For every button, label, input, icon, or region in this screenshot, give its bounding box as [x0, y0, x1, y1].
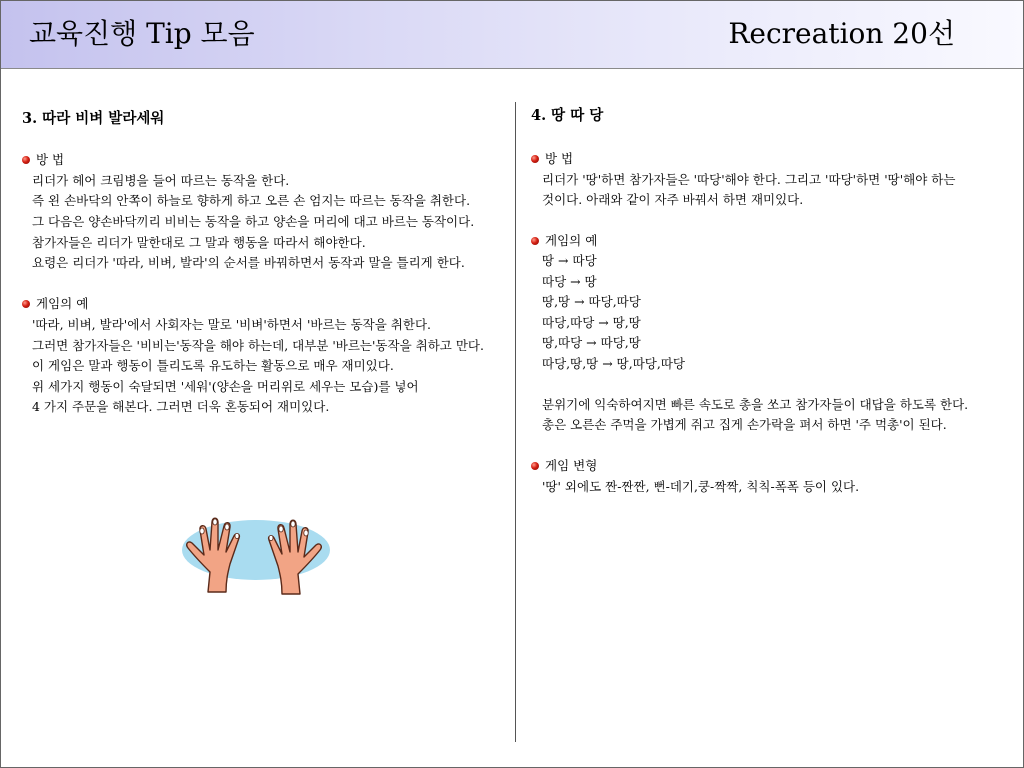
- left-method-line: 요령은 리더가 '따라, 비벼, 발라'의 순서를 바꿔하면서 동작과 말을 틀리게 한다.: [32, 255, 465, 270]
- right-example-heading-label: 게임의 예: [545, 233, 598, 248]
- right-variant-heading: [531, 458, 597, 474]
- left-example-heading: [22, 296, 88, 312]
- column-divider: [515, 102, 516, 742]
- red-bullet-icon: [22, 156, 30, 164]
- right-example-heading: [531, 233, 597, 249]
- red-bullet-icon: [531, 237, 539, 245]
- right-method-heading-label: 방 법: [545, 151, 574, 166]
- right-method-heading: [531, 151, 573, 167]
- right-tip-line: 분위기에 익숙하여지면 빠른 속도로 총을 쏘고 참가자들이 대답을 하도록 한다.: [542, 397, 969, 412]
- left-method-line: 즉 왼 손바닥의 안쪽이 하늘로 향하게 하고 오른 손 엄지는 따르는 동작을 취한다.: [32, 193, 471, 208]
- right-variant-heading-label: 게임 변형: [545, 458, 598, 473]
- left-example-line: 이 게임은 말과 행동이 틀리도록 유도하는 활동으로 매우 재미있다.: [32, 358, 394, 373]
- left-method-heading: [22, 152, 64, 168]
- red-bullet-icon: [531, 462, 539, 470]
- right-method-line: 리더가 '땅'하면 참가자들은 '따당'해야 한다. 그리고 '따당'하면 '땅'해야 하는: [542, 172, 956, 187]
- right-method-line: 것이다. 아래와 같이 자주 바꿔서 하면 재미있다.: [542, 192, 804, 207]
- left-method-heading-label: 방 법: [36, 152, 65, 167]
- slide-subtitle: Recreation 20선: [728, 17, 955, 50]
- left-example-line: '따라, 비벼, 발라'에서 사회자는 말로 '비벼'하면서 '바르는 동작을 취한다.: [32, 317, 431, 332]
- left-method-line: 리더가 헤어 크림병을 들어 따르는 동작을 한다.: [32, 173, 290, 188]
- right-variant-line: '땅' 외에도 짠-짠짠, 뻔-데기,쿵-짝짝, 칙칙-폭폭 등이 있다.: [542, 479, 860, 494]
- left-method-line: 참가자들은 리더가 말한대로 그 말과 행동을 따라서 해야한다.: [32, 235, 366, 250]
- red-bullet-icon: [531, 155, 539, 163]
- slide-header: [1, 1, 1023, 69]
- left-example-line: 위 세가지 행동이 숙달되면 '세워'(양손을 머리위로 세우는 모습)를 넣어: [32, 379, 419, 394]
- slide-title: 교육진행 Tip 모음: [29, 17, 255, 50]
- right-tip-line: 총은 오른손 주먹을 가볍게 쥐고 집게 손가락을 펴서 하면 '주 먹총'이 된다.: [542, 417, 947, 432]
- raised-hands-clipart-icon: [178, 500, 330, 598]
- red-bullet-icon: [22, 300, 30, 308]
- right-example-line: 따당,땅,땅 → 땅,따당,따당: [542, 356, 685, 371]
- left-example-line: 그러면 참가자들은 '비비는'동작을 해야 하는데, 대부분 '바르는'동작을 취하고 만다.: [32, 338, 484, 353]
- left-method-line: 그 다음은 양손바닥끼리 비비는 동작을 하고 양손을 머리에 대고 바르는 동작이다.: [32, 214, 475, 229]
- left-section-title: 3. 따라 비벼 발라세워: [22, 110, 165, 127]
- left-example-heading-label: 게임의 예: [36, 296, 89, 311]
- right-example-line: 땅,따당 → 따당,땅: [542, 335, 641, 350]
- left-example-line: 4 가지 주문을 해본다. 그러면 더욱 혼동되어 재미있다.: [32, 399, 330, 414]
- right-example-line: 따당 → 땅: [542, 274, 597, 289]
- right-example-line: 따당,따당 → 땅,땅: [542, 315, 641, 330]
- right-example-line: 땅,땅 → 따당,따당: [542, 294, 641, 309]
- right-example-line: 땅 → 따당: [542, 253, 597, 268]
- right-section-title: 4. 땅 따 당: [531, 107, 604, 124]
